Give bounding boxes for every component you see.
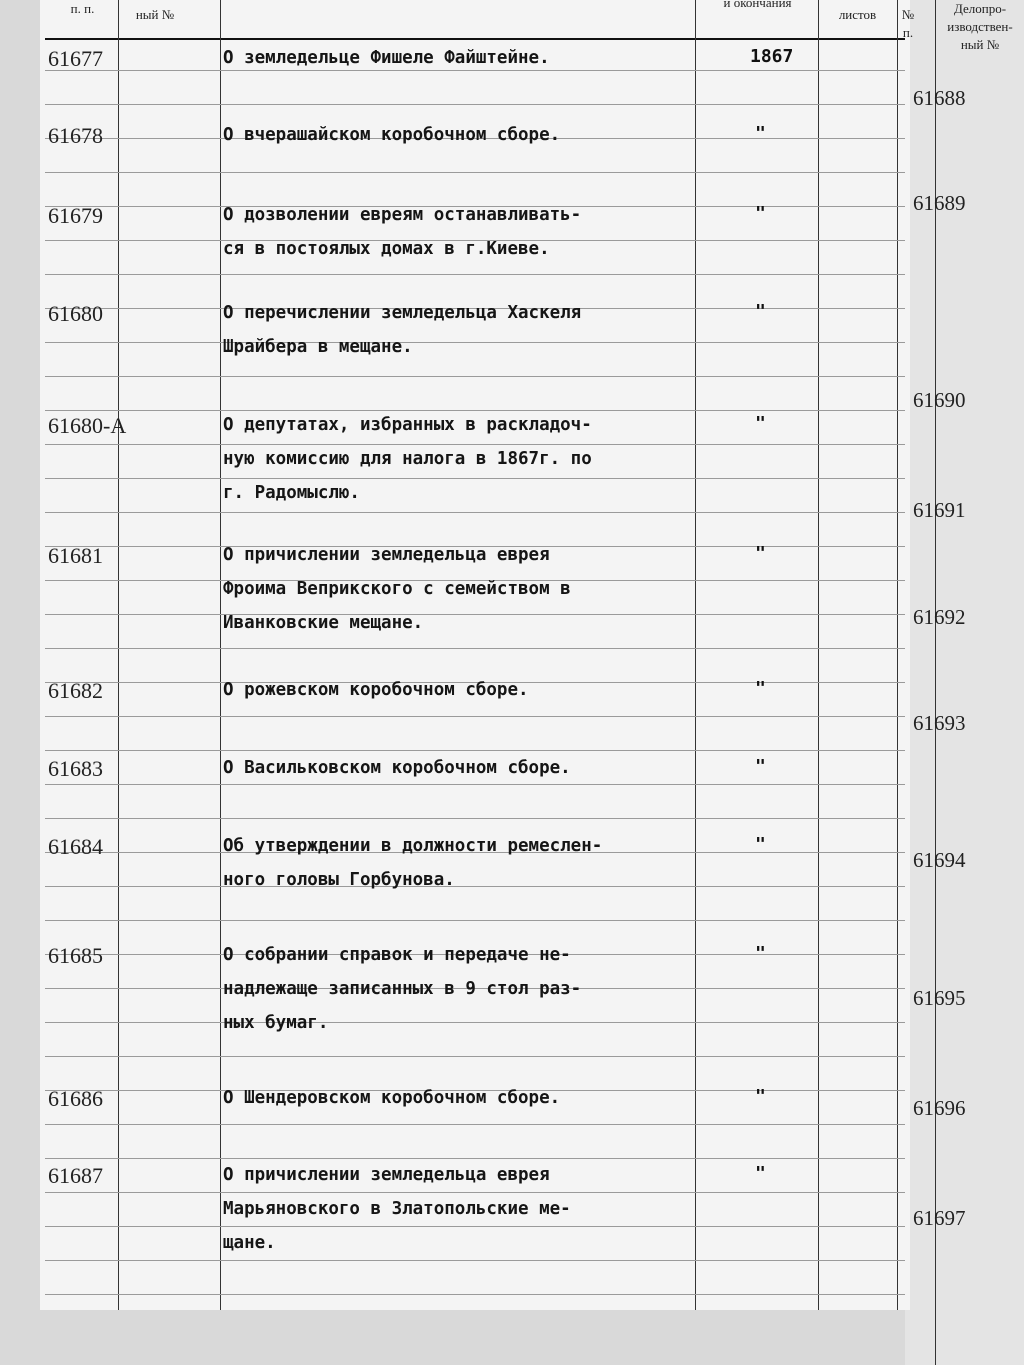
row-title — [223, 538, 571, 640]
row-title-line: О причислении земледельца еврея — [223, 1165, 550, 1185]
row-title-line: О собрании справок и передаче не- — [223, 945, 571, 965]
row-number: 61683 — [48, 756, 103, 781]
row-date: " — [755, 1163, 766, 1184]
row-title-line: ся в постоялых домах в г.Киеве. — [223, 239, 550, 259]
ruled-line — [45, 648, 905, 649]
row-title-line: Марьяновского в Златопольские ме- — [223, 1199, 571, 1219]
office-number: 61690 — [913, 388, 966, 412]
header-num: п. п. — [70, 1, 95, 16]
row-title-line: О дозволении евреям останавливать- — [223, 205, 582, 225]
column-divider — [695, 0, 696, 1310]
column-divider — [897, 0, 898, 1310]
row-number: 61678 — [48, 123, 103, 148]
row-title-line: О Шендеровском коробочном сборе. — [223, 1088, 561, 1108]
row-number: 61682 — [48, 678, 103, 703]
row-title-line: О депутатах, избранных в раскладоч- — [223, 415, 592, 435]
row-title — [223, 751, 571, 785]
row-title-line: ных бумаг. — [223, 1013, 329, 1033]
ruled-line — [45, 1124, 905, 1125]
row-title-line: Об утверждении в должности ремеслен- — [223, 836, 603, 856]
row-date: " — [755, 678, 766, 699]
row-title — [223, 118, 560, 152]
row-title-line: надлежаще записанных в 9 стол раз- — [223, 979, 582, 999]
row-number: 61680 — [48, 301, 103, 326]
row-title — [223, 938, 581, 1040]
row-date: 1867 — [750, 46, 794, 67]
office-number: 61691 — [913, 498, 966, 522]
row-title — [223, 296, 581, 364]
row-number: 61684 — [48, 834, 103, 859]
ruled-line — [45, 104, 905, 105]
office-number: 61695 — [913, 986, 966, 1010]
column-divider — [118, 0, 119, 1310]
office-number: 61696 — [913, 1096, 966, 1120]
row-number: 61687 — [48, 1163, 103, 1188]
column-divider — [220, 0, 221, 1310]
ruled-line — [45, 172, 905, 173]
ruled-line — [45, 716, 905, 717]
row-title-line: ную комиссию для налога в 1867г. по — [223, 449, 592, 469]
ruled-line — [45, 376, 905, 377]
row-title-line: ного головы Горбунова. — [223, 870, 455, 890]
row-title-line: г. Радомыслю. — [223, 483, 360, 503]
row-title — [223, 198, 581, 266]
row-title-line: Иванковские мещане. — [223, 613, 424, 633]
row-title-line: О перечислении земледельца Хаскеля — [223, 303, 582, 323]
row-title-line: Фроима Веприкского с семейством в — [223, 579, 571, 599]
row-title — [223, 673, 529, 707]
office-number: 61688 — [913, 86, 966, 110]
ruled-line — [45, 818, 905, 819]
row-title-line: О причислении земледельца еврея — [223, 545, 550, 565]
row-title — [223, 829, 602, 897]
row-number: 61681 — [48, 543, 103, 568]
ruled-line — [45, 1260, 905, 1261]
row-title — [223, 408, 592, 510]
row-number: 61677 — [48, 46, 103, 71]
ruled-line — [45, 1294, 905, 1295]
row-title — [223, 1081, 560, 1115]
row-date: " — [755, 123, 766, 144]
row-date: " — [755, 203, 766, 224]
row-title — [223, 41, 550, 75]
office-number: 61692 — [913, 605, 966, 629]
row-number: 61679 — [48, 203, 103, 228]
ruled-line — [45, 274, 905, 275]
header-num2: ный № — [135, 7, 175, 22]
row-title-line: О рожевском коробочном сборе. — [223, 680, 529, 700]
office-number: 61693 — [913, 711, 966, 735]
row-date: " — [755, 301, 766, 322]
row-date: " — [755, 756, 766, 777]
header-rule — [45, 38, 905, 40]
ruled-line — [45, 1056, 905, 1057]
office-number: 61697 — [913, 1206, 966, 1230]
header-sheets: листов — [838, 7, 877, 22]
row-number: 61685 — [48, 943, 103, 968]
column-divider — [818, 0, 819, 1310]
header-dates: и окончания — [723, 0, 792, 10]
row-date: " — [755, 413, 766, 434]
row-number: 61680-А — [48, 413, 127, 438]
row-title — [223, 1158, 571, 1260]
row-date: " — [755, 543, 766, 564]
row-title-line: Шрайбера в мещане. — [223, 337, 413, 357]
ruled-line — [45, 512, 905, 513]
row-date: " — [755, 1086, 766, 1107]
row-date: " — [755, 943, 766, 964]
office-number: 61689 — [913, 191, 966, 215]
ruled-line — [45, 920, 905, 921]
office-number: 61694 — [913, 848, 966, 872]
row-date: " — [755, 834, 766, 855]
row-title-line: щане. — [223, 1233, 276, 1253]
row-title-line: О вчерашайском коробочном сборе. — [223, 125, 561, 145]
row-number: 61686 — [48, 1086, 103, 1111]
row-title-line: О Васильковском коробочном сборе. — [223, 758, 571, 778]
header-office: Делопро-изводствен-ный № — [947, 1, 1013, 52]
row-title-line: О земледельце Фишеле Файштейне. — [223, 48, 550, 68]
header-np: № п. — [901, 7, 915, 40]
